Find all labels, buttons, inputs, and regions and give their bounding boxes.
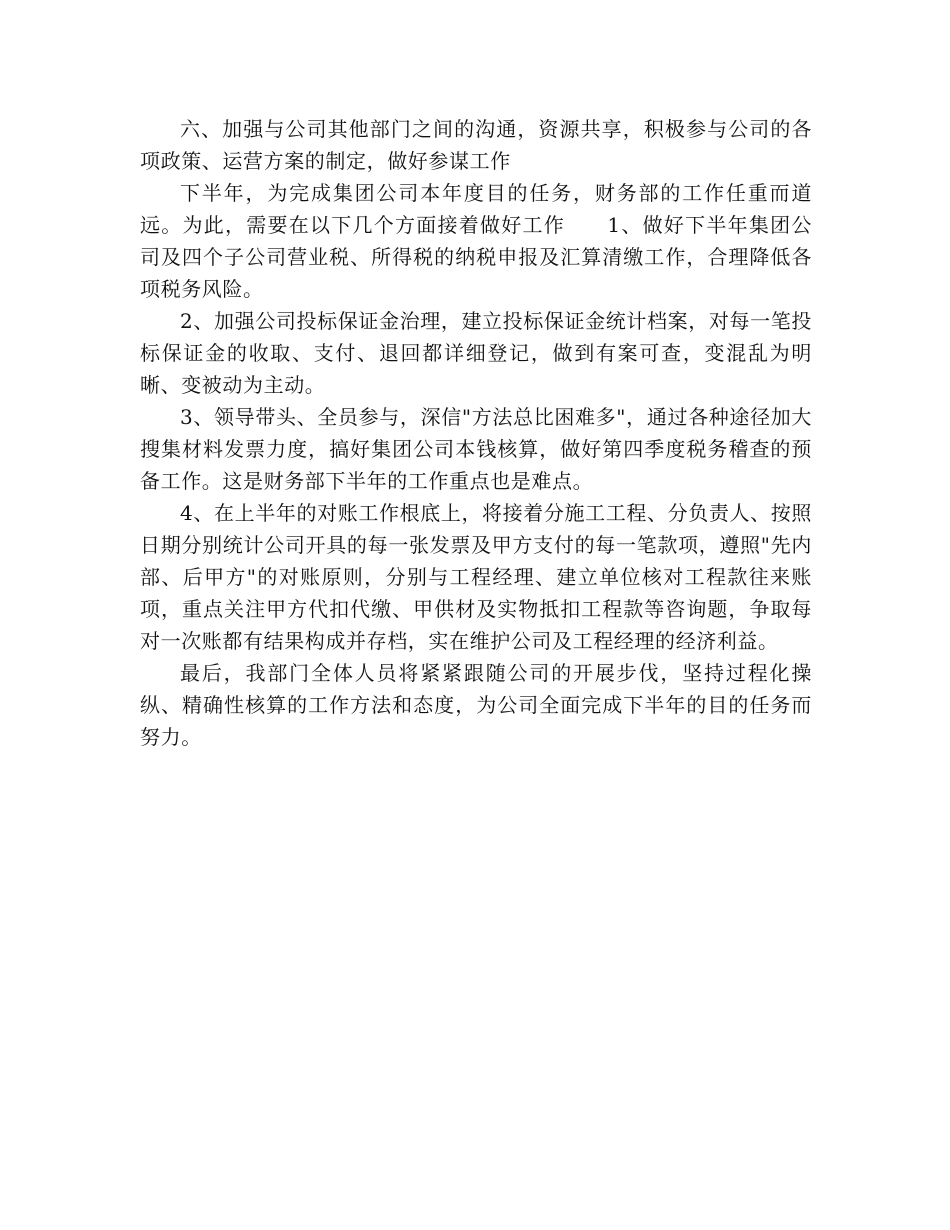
paragraph-closing: 最后，我部门全体人员将紧紧跟随公司的开展步伐，坚持过程化操纵、精确性核算的工作方法和态度，为公司全面完成下半年的目的任务而努力。 [140,661,812,749]
document-body [140,113,812,753]
paragraph-item-4: 4、在上半年的对账工作根底上，将接着分施工工程、分负责人、按照日期分别统计公司开具的每一张发票及甲方支付的每一笔款项，遵照"先内部、后甲方"的对账原则，分别与工程经理、建立单位核对工程款往来账项，重点关注甲方代扣代缴、甲供材及实物抵扣工程款等咨询题，争取每对一次账都有结果构成并存档，实在维护公司及工程经理的经济利益。 [140,501,812,653]
paragraph-second-half-plan: 下半年，为完成集团公司本年度目的任务，财务部的工作任重而道远。为此，需要在以下几个方面接着做好工作 1、做好下半年集团公司及四个子公司营业税、所得税的纳税申报及汇算清缴工作，合理降低各项税务风险。 [140,181,812,301]
paragraph-item-2: 2、加强公司投标保证金治理，建立投标保证金统计档案，对每一笔投标保证金的收取、支付、退回都详细登记，做到有案可查，变混乱为明晰、变被动为主动。 [140,309,812,397]
paragraph-section-six: 六、加强与公司其他部门之间的沟通，资源共享，积极参与公司的各项政策、运营方案的制定，做好参谋工作 [140,117,812,173]
paragraph-item-3: 3、领导带头、全员参与，深信"方法总比困难多"，通过各种途径加大搜集材料发票力度，搞好集团公司本钱核算，做好第四季度税务稽查的预备工作。这是财务部下半年的工作重点也是难点。 [140,405,812,493]
